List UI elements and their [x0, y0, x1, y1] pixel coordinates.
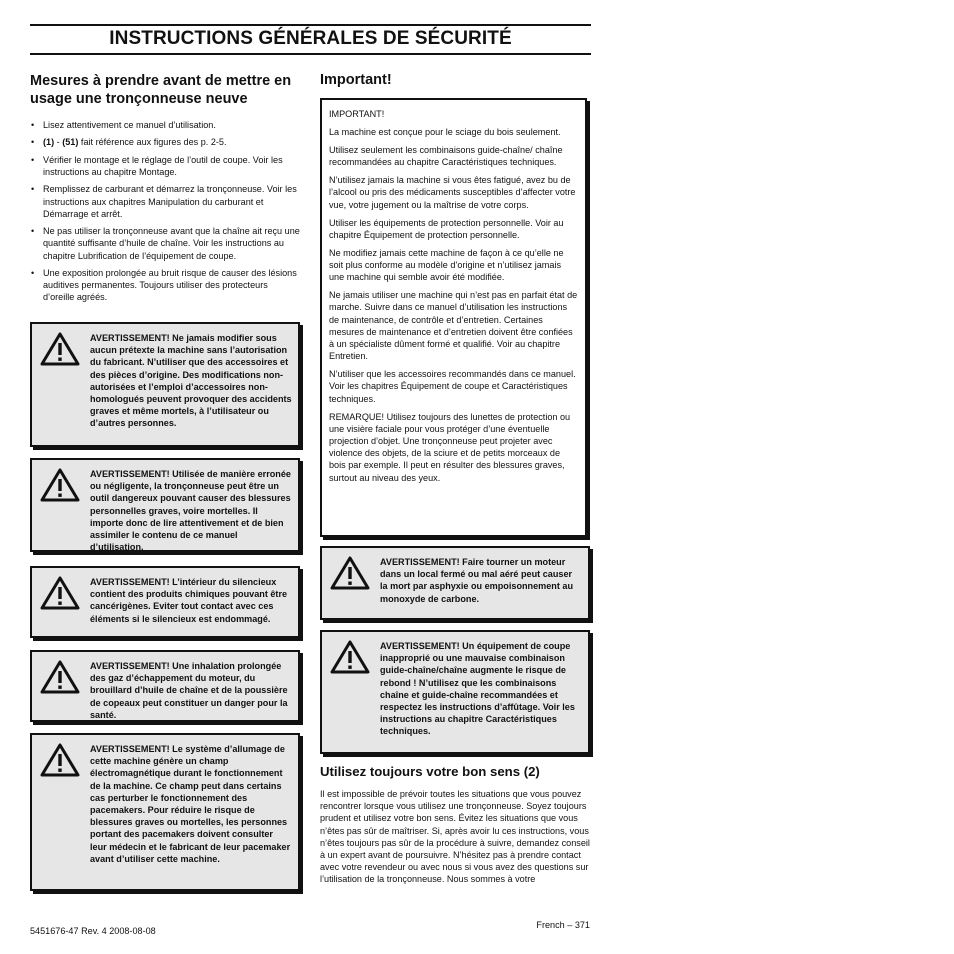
warning-triangle-icon: [32, 735, 90, 889]
important-heading: Important!: [320, 72, 392, 88]
warning-text: AVERTISSEMENT! Faire tourner un moteur dans un local fermé ou mal aéré peut causer la mort par asphyxie ou empoisonnement au monoxyde de carbone.: [380, 557, 574, 604]
important-paragraph: La machine est conçue pour le sciage du bois seulement.: [329, 127, 561, 137]
section-heading-new-saw: Mesures à prendre avant de mettre en usage une tronçonneuse neuve: [30, 73, 292, 107]
warning-box: [30, 322, 300, 447]
warning-text: AVERTISSEMENT! Une inhalation prolongée des gaz d’échappement du moteur, du brouillard d’huile de chaîne et de la poussière de copeaux peut constituer un danger pour la santé.: [90, 661, 288, 720]
warning-triangle-icon: [32, 460, 90, 550]
important-paragraph: Utiliser les équipements de protection personnelle. Voir au chapitre Équipement de protection personnelle.: [329, 217, 564, 240]
list-item: • Remplissez de carburant et démarrez la tronçonneuse. Voir les instructions aux chapitres Manipulation du carburant et Démarrage et arrêt.: [30, 183, 300, 220]
warning-box: [30, 650, 300, 722]
important-paragraph: IMPORTANT!: [329, 109, 385, 119]
warning-triangle-icon: [32, 568, 90, 636]
page-number: French – 371: [536, 920, 590, 930]
title-rule: [30, 53, 591, 55]
important-box: [320, 98, 587, 537]
important-paragraph: REMARQUE! Utilisez toujours des lunettes de protection ou une visière faciale pour vous protéger d’une éventuelle projection d’objet. Une tronçonneuse peut projeter avec violence des objets, de la sciure et de petits morceaux de bois par exemple. Il peut en résulter des blessures graves, surtout au niveau des yeux.: [329, 411, 571, 483]
top-rule: [30, 24, 591, 26]
warning-text: AVERTISSEMENT! Un équipement de coupe inapproprié ou une mauvaise combinaison guide-chaîne/chaîne augmente le risque de rebond ! N’utilisez que les combinaisons chaîne et guide-chaîne recommandées et respectez les instructions d’affûtage. Voir les instructions au chapitre Caractéristiques techniques.: [380, 641, 575, 737]
bullet-list: [30, 119, 300, 304]
warning-triangle-icon: [322, 548, 380, 618]
warning-box: [320, 630, 590, 754]
warning-triangle-icon: [322, 632, 380, 752]
warning-box: [320, 546, 590, 620]
important-paragraph: Ne modifiez jamais cette machine de façon à ce qu’elle ne soit plus conforme au modèle d’origine et n’utilisez jamais une machine qui semble avoir été modifiée.: [329, 247, 564, 283]
list-item: [30, 136, 300, 148]
warning-text: AVERTISSEMENT! Le système d’allumage de cette machine génère un champ électromagnétique durant le fonctionnement de la machine. Ce champ peut dans certains cas perturber le fonctionnement des pacemakers. Pour réduire le risque de blessures graves ou mortelles, les personnes portant des pacemakers doivent consulter leur médecin et le fabricant de leur pacemaker avant d’utiliser cette machine.: [90, 744, 291, 864]
common-sense-text: Il est impossible de prévoir toutes les situations que vous pouvez rencontrer lorsque vous utilisez une tronçonneuse. Soyez toujours prudent et utilisez votre bon sens. Évitez les situations que vous n’êtes pas sûr de maîtriser. Si, après avoir lu ces instructions, vous n’êtes toujours pas sûr de la procédure à suivre, demandez conseil à un expert avant de poursuivre. N’hésitez pas à prendre contact avec votre revendeur ou avec nous si vous avez des questions sur l’utilisation de la tronçonneuse. Nous sommes à votre: [320, 789, 590, 885]
page-title: INSTRUCTIONS GÉNÉRALES DE SÉCURITÉ: [109, 28, 512, 49]
list-item: • Lisez attentivement ce manuel d’utilisation.: [30, 119, 300, 131]
warning-triangle-icon: [32, 324, 90, 445]
section-heading-common-sense: Utilisez toujours votre bon sens (2): [320, 764, 540, 779]
warning-text: AVERTISSEMENT! Utilisée de manière erronée ou négligente, la tronçonneuse peut être un outil dangereux pouvant causer des blessures personnelles graves, voire mortelles. Il importe donc de lire attentivement et de bien assimiler le contenu de ce manuel d’utilisation.: [90, 469, 291, 553]
warning-box: [30, 458, 300, 552]
important-paragraph: Utilisez seulement les combinaisons guide-chaîne/ chaîne recommandées au chapitre Caractéristiques techniques.: [329, 145, 563, 168]
warning-box: [30, 733, 300, 891]
left-column: [30, 72, 300, 309]
document-reference: 5451676-47 Rev. 4 2008-08-08: [30, 926, 156, 936]
warning-text: AVERTISSEMENT! L’intérieur du silencieux contient des produits chimiques pouvant être cancérigènes. Eviter tout contact avec ces éléments si le silencieux est endommagé.: [90, 577, 288, 624]
important-paragraph: Ne jamais utiliser une machine qui n’est pas en parfait état de marche. Suivre dans ce manuel d’utilisation les instructions de maintenance, de contrôle et d’entretien. Certaines mesures de maintenance et d’entretien doivent être confiées à un spécialiste dûment formé et qualifié. Voir au chapitre Entretien.: [329, 290, 578, 362]
warning-text: AVERTISSEMENT! Ne jamais modifier sous aucun prétexte la machine sans l’autorisation du fabricant. N’utiliser que des accessoires et des pièces d’origine. Des modifications non-autorisées et l’emploi d’accessoires non-homologués peuvent provoquer des accidents graves et même mortels, à l’utilisateur ou d’autres personnes.: [90, 333, 292, 429]
warning-box: [30, 566, 300, 638]
list-item: • Ne pas utiliser la tronçonneuse avant que la chaîne ait reçu une quantité suffisante d’huile de chaîne. Voir les instructions au chapitre Lubrification de l’équipement de coupe.: [30, 225, 300, 262]
important-paragraph: N’utiliser que les accessoires recommandés dans ce manuel. Voir les chapitres Équipement de coupe et Caractéristiques techniques.: [329, 369, 576, 404]
list-item-text: (1) - (51) fait référence aux figures des p. 2-5.: [43, 137, 227, 148]
list-item: • Vérifier le montage et le réglage de l’outil de coupe. Voir les instructions au chapitre Montage.: [30, 154, 300, 178]
warning-triangle-icon: [32, 652, 90, 720]
important-paragraph: N’utilisez jamais la machine si vous êtes fatigué, avez bu de l’alcool ou pris des médicaments susceptibles d’affecter votre vue, votre jugement ou la maîtrise de votre corps.: [329, 175, 576, 210]
list-item: • Une exposition prolongée au bruit risque de causer des lésions auditives permanentes. Toujours utiliser des protecteurs d’oreille agréés.: [30, 267, 300, 304]
